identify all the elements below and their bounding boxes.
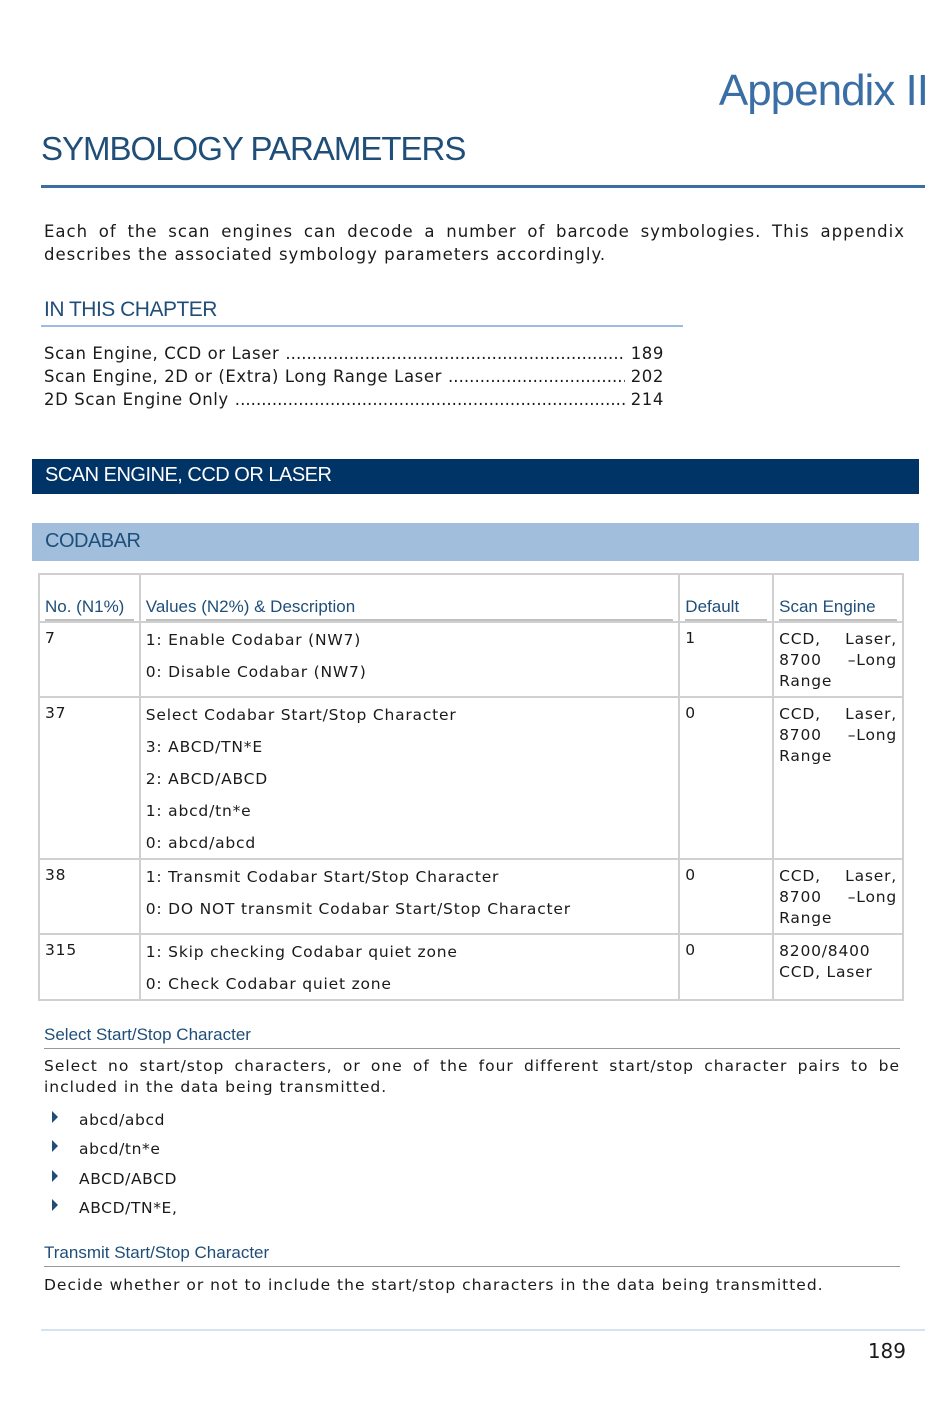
list-item	[52, 1105, 177, 1135]
column-header-default: Default	[679, 574, 773, 622]
cell-number: 7	[39, 622, 140, 697]
list-item	[52, 1194, 177, 1224]
toc-entry-label[interactable]: Scan Engine, 2D or (Extra) Long Range Laser	[44, 367, 442, 386]
table-row	[39, 697, 903, 859]
toc-entry-label[interactable]: Scan Engine, CCD or Laser	[44, 344, 280, 363]
cell-number: 37	[39, 697, 140, 859]
toc-entry[interactable]	[44, 388, 664, 411]
cell-engine: CCD, Laser, 8700 –Long Range	[773, 697, 903, 859]
cell-values	[140, 934, 680, 1000]
start-stop-options-list	[52, 1105, 177, 1223]
table-row	[39, 934, 903, 1000]
toc-entry-page[interactable]: 189	[630, 344, 664, 363]
list-item-text: ABCD/ABCD	[79, 1169, 178, 1188]
value-line: 2: ABCD/ABCD	[145, 770, 269, 788]
cell-default: 1	[679, 622, 773, 697]
table-row	[39, 859, 903, 934]
appendix-label: Appendix II	[718, 66, 928, 115]
chapter-heading: IN THIS CHAPTER	[44, 298, 217, 321]
cell-values	[140, 697, 680, 859]
title-divider	[41, 185, 925, 188]
toc-entry[interactable]	[44, 342, 664, 365]
select-start-stop-text: Select no start/stop characters, or one of the four different start/stop character pairs to be included in the data being transmitted.	[44, 1057, 900, 1096]
toc-entry-page[interactable]: 214	[630, 390, 664, 409]
bullet-triangle-icon	[52, 1111, 58, 1123]
subsection-title: CODABAR	[45, 530, 141, 552]
select-start-stop-heading: Select Start/Stop Character	[44, 1025, 251, 1044]
table-of-contents	[44, 342, 664, 411]
section-header-bar	[32, 459, 919, 494]
cell-number: 315	[39, 934, 140, 1000]
toc-entry[interactable]	[44, 365, 664, 388]
cell-values	[140, 622, 680, 697]
list-item-text: abcd/abcd	[79, 1110, 166, 1129]
transmit-heading-divider	[44, 1266, 900, 1267]
cell-number: 38	[39, 859, 140, 934]
value-line: 1: Transmit Codabar Start/Stop Character	[145, 868, 500, 886]
chapter-divider	[41, 325, 683, 327]
list-item-text: ABCD/TN*E,	[79, 1199, 178, 1218]
bullet-triangle-icon	[52, 1199, 58, 1211]
cell-default: 0	[679, 859, 773, 934]
list-item	[52, 1164, 177, 1194]
column-header-engine: Scan Engine	[773, 574, 903, 622]
value-line: 0: DO NOT transmit Codabar Start/Stop Character	[145, 900, 571, 918]
column-header-number: No. (N1%)	[39, 574, 140, 622]
toc-leader-dots	[285, 342, 624, 365]
value-line: Select Codabar Start/Stop Character	[145, 706, 457, 724]
cell-engine: CCD, Laser, 8700 –Long Range	[773, 859, 903, 934]
bullet-triangle-icon	[52, 1140, 58, 1152]
value-line: 1: Skip checking Codabar quiet zone	[145, 943, 458, 961]
value-line: 0: Check Codabar quiet zone	[145, 975, 392, 993]
subsection-header-bar	[32, 523, 919, 561]
toc-entry-label[interactable]: 2D Scan Engine Only	[44, 390, 229, 409]
cell-engine: CCD, Laser, 8700 –Long Range	[773, 622, 903, 697]
column-header-values: Values (N2%) & Description	[140, 574, 680, 622]
cell-values	[140, 859, 680, 934]
cell-default: 0	[679, 934, 773, 1000]
value-line: 1: abcd/tn*e	[145, 802, 252, 820]
list-item-text: abcd/tn*e	[79, 1140, 161, 1159]
page-number: 189	[867, 1339, 906, 1363]
parameters-table	[38, 573, 904, 1001]
section-title: SCAN ENGINE, CCD OR LASER	[45, 464, 332, 486]
value-line: 3: ABCD/TN*E	[145, 738, 263, 756]
transmit-start-stop-heading: Transmit Start/Stop Character	[44, 1243, 270, 1262]
bullet-triangle-icon	[52, 1170, 58, 1182]
value-line: 0: abcd/abcd	[145, 834, 256, 852]
toc-leader-dots	[448, 365, 625, 388]
cell-default: 0	[679, 697, 773, 859]
toc-leader-dots	[235, 388, 625, 411]
cell-engine: 8200/8400 CCD, Laser	[773, 934, 903, 1000]
intro-paragraph: Each of the scan engines can decode a number of barcode symbologies. This appendix describes the associated symbology parameters accordingly.	[44, 222, 905, 264]
value-line: 0: Disable Codabar (NW7)	[145, 663, 367, 681]
table-row	[39, 622, 903, 697]
toc-entry-page[interactable]: 202	[630, 367, 664, 386]
list-item	[52, 1135, 177, 1165]
table-header-row	[39, 574, 903, 622]
transmit-start-stop-text: Decide whether or not to include the start/stop characters in the data being transmitted.	[44, 1276, 824, 1294]
value-line: 1: Enable Codabar (NW7)	[145, 631, 362, 649]
select-heading-divider	[44, 1048, 900, 1049]
footer-divider	[41, 1329, 925, 1331]
page-title: SYMBOLOGY PARAMETERS	[41, 130, 466, 167]
